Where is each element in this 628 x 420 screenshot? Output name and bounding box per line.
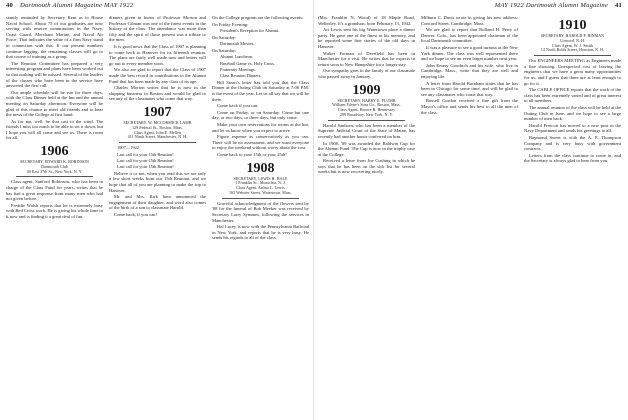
divider <box>16 176 93 177</box>
paragraph: Graceful acknowledgment of the flowers sent by '08 for the funeral of Bob Meeker was received by Secretary Larry Symmes, following the services in Manchester. <box>212 200 309 223</box>
paragraph: Raymond Sweet is with the A. E. Thompson Company and is very busy with government contracts. <box>524 134 621 152</box>
column-2 <box>109 15 206 420</box>
columns <box>318 15 622 420</box>
paragraph: Come back to your 15th or your 25th! <box>217 151 287 157</box>
class-year-heading: 1909 <box>352 82 381 98</box>
paragraph: Our ample schedule will be run for three days, with the Class Dinner held at the Inn and the annual meeting on Saturday afternoon. Everyone will be glad of this chance to meet old friends and to hear the news of the College at first hand. <box>6 89 103 118</box>
running-title: Dartmouth Alumni Magazine MAY 1922 <box>20 2 134 9</box>
secretary-line: 14 North Bolds Street, Houston, N. H. <box>540 48 605 53</box>
column-3 <box>212 15 309 420</box>
paragraph: It is good news that the Class of 1907 is planning to come back to Hanover for its fifteenth reunion. The plans are fairly well made now and letters will go out to every member soon. <box>109 43 206 66</box>
paragraph: Letters from the class continue to come in, and the Secretary is always glad to hear from you. <box>524 152 621 164</box>
paragraph: It was a pleasure to see a good turnout at the New York dinner. The class was well represented there and we hope to see an even larger number next year. <box>421 44 518 62</box>
column-1 <box>6 15 103 420</box>
paragraph: Believe it or not, when you read this we are only a few short weeks from our 15th Reunion, and we hope that all of you are planning to make the trip to Hanover. <box>109 170 206 193</box>
secretary-line: 30 East 37th St., New York, N. Y. <box>26 169 83 174</box>
paragraph: John Emery Goodrich and his wife, who live in Cambridge, Mass., write that they are well and enjoying life. <box>421 62 518 79</box>
list-item: Last call for your 15th Reunion! <box>117 164 174 170</box>
running-header <box>318 0 622 12</box>
column-1 <box>318 15 415 420</box>
paragraph: The annual reunion of the class will be held at the Outing Club in June, and we hope to see a large number of men back. <box>524 104 621 122</box>
divider <box>534 55 611 56</box>
paragraph: (Mrs. Franklin N. Wood) of 18 Maple Road, Wellesley. It's a grandson, born February 13, 1942. <box>318 15 415 26</box>
column-2 <box>421 15 518 420</box>
paragraph: Our sympathy goes to the family of our classmate who passed away in January. <box>318 68 415 79</box>
paragraph: Mr. and Mrs. Kirk have announced the engagement of their daughter, and word also comes of the birth of a son to classmate Harold. <box>109 194 206 211</box>
paragraph: Harold Sanborn, who has been a member of the Supreme Judicial Court of the State of Maine, has recently had another honor conferred on him. <box>318 122 415 139</box>
program-heading: On Friday Evening: <box>212 21 249 27</box>
secretary-line: Class Agent, Horace B. Hennessey <box>337 108 396 113</box>
secretary-line: 299 Broadway, New York, N. Y. <box>339 112 393 117</box>
program-item: President's Reception for Alumni. <box>220 28 280 34</box>
paragraph: Art Lewis sent his big Watertown place a dinner party. He gave one of the finest in his memory, and he reported some fine stories of the old days in Hanover. <box>318 27 415 49</box>
paragraph: Class agent, Sanford Robinson, who has been in charge of the Class Fund for years, writes that he has had a great response from many men who had not given before. <box>6 179 103 202</box>
paragraph: Come back, if you can! <box>114 211 157 217</box>
class-year-heading: 1908 <box>246 160 275 176</box>
secretary-line: SECRETARY, HARRY E. PLUMB <box>337 98 396 103</box>
paragraph: As for me, well, be that cast to the wind. The friends I miss too much to be able to set it down, but I hope you will all come and see us. There is room for all. <box>6 118 103 141</box>
paragraph: In 1908, '09 was awarded the Baldwin Cup for the Alumni Fund. The Cup is now in the trophy case at the College. <box>318 140 415 157</box>
list-item: Last call for your 15th Reunion! <box>117 157 174 163</box>
list-item: Last call for your 15th Reunion! <box>117 151 174 157</box>
paragraph: On the College program are the following events: <box>212 15 304 20</box>
secretary-line: Class Agent, John E. Mellen <box>133 130 181 135</box>
secretary-line: 129 Federal St., Boston, Mass. <box>132 125 183 130</box>
paragraph: Harold Prescott has moved to a new post in the Navy Department and sends his greetings to all. <box>524 122 621 134</box>
left-page <box>6 0 310 420</box>
right-page <box>318 0 622 420</box>
page-number: 40 <box>6 2 13 9</box>
secretary-line: William Filene's Sons Co., Boston, Mass. <box>332 103 401 108</box>
paragraph: The Reunion Committee has prepared a very interesting program and plans have been worked out so that nothing will be missed. Several of the leaders of the classes who have been in the service have answered the first call. <box>6 60 103 89</box>
class-year-heading: 1907 <box>143 104 172 120</box>
paragraph: Milburn C. Davis wrote in giving his new address: Concord Street, Cambridge, Mass. <box>421 15 518 26</box>
paragraph: Come on Friday, or on Saturday. Come but one day, or two days, or three days, but only come. <box>212 109 309 121</box>
list-item: 1907—1922 <box>117 145 139 151</box>
divider <box>222 198 299 199</box>
paragraph: Bill Steart's letter has told you that the Class Dinner at the Outing Club on Saturday at 7:00 P.M. is the event of the year. Let us all say that we will be there. <box>212 79 309 102</box>
secretary-line: 165 Webster Street, Watertown, Mass. <box>228 190 292 195</box>
columns <box>6 15 310 420</box>
program-item: Alumni Luncheon. <box>220 54 254 60</box>
class-year-heading: 1910 <box>558 18 587 33</box>
secretary-line: Dartmouth Club <box>41 164 68 169</box>
secretary-line: 411 Ninth Street, Manchester, N. H. <box>127 135 188 140</box>
paragraph: Walter Forman of Deerfield has been in Manchester for a visit. He writes that he expects to return soon to New Hampshire for a longer stay. <box>318 50 415 67</box>
paragraph: We are glad to report that Rolland H. Perry of Denver, Colo., has been appointed chairman of the local Dartmouth committee. <box>421 27 518 44</box>
divider <box>119 142 196 143</box>
paragraph: Freddie Walsh reports that he is extremely busy with Red Cross work. He is giving his whole time to it now and is finding it a great deal of fun. <box>6 202 103 220</box>
paragraph: Figure expense as conservatively as you can. There will be no assessment, and we want everyone to enjoy the weekend without worry about the cost. <box>212 134 309 151</box>
program-heading: On Saturday: <box>212 47 237 53</box>
secretary-line: SECRETARY, W. MCCORMICK LAMB <box>123 120 192 125</box>
program-item: Fraternity Meetings. <box>220 67 256 72</box>
paragraph: Russell Gordon received a fine gift from the Mayor's office and sends his best to all the men of the class. <box>421 98 518 115</box>
paragraph: dinners given in honor of Professor Morton and Professor Gilman was one of the finest events in the history of the class. The attendance was more than fifty and the spirit of those present was a tribute to the men. <box>109 15 206 43</box>
paragraph: We also are glad to report that the Class of 1907 made the best record in contributions to the Alumni Fund that has been made by any class of its age. <box>109 67 206 84</box>
running-header <box>6 0 310 12</box>
paragraph: The CABLE OFFICE reports that the work of the class has been extremely varied and of great interest to all members. <box>524 87 621 104</box>
program-item: Dartmouth Movies. <box>220 41 255 47</box>
paragraph: Charles Morton writes that he is now in the shipping business in Boston and would be glad to see any of the classmates who come that way. <box>109 85 206 102</box>
paragraph: stantly reminded by Secretary Kent as to House Naval School. About 75 of our graduates are now serving with reserve commissions in the Navy, Coast Guard, Merchant Marine, and Naval Air Force. That indicates the value of a firm Navy stand in connection with this. If our present numbers continue lagging, the remaining classes will go to that course of training as a group. <box>6 15 103 60</box>
running-title: MAY 1922 Dartmouth Alumni Magazine <box>494 2 608 9</box>
paragraph: A letter from Harold Burnham states that he has been in Chicago for some time, and will be glad to see any classmates who come that way. <box>421 80 518 97</box>
gutter-divider <box>313 0 314 420</box>
paragraph: Hal Lacey is now with the Pennsylvania Railroad in New York, and reports that he is very busy. He sends his regards to all of the class. <box>212 224 309 241</box>
secretary-line: Class Agent, W. J. Smith <box>552 43 593 48</box>
page-number: 41 <box>615 2 622 9</box>
divider <box>328 120 405 121</box>
paragraph: Make your own reservations for rooms at the Inn, and let us know when you expect to arrive. <box>212 121 309 133</box>
program-heading: On Saturday: <box>212 34 237 40</box>
secretary-line: 1 Franklin St., Montclair, N. J. <box>235 181 286 186</box>
secretary-line: SECRETARY, EDWARD K. ROBINSON <box>20 160 89 165</box>
column-3 <box>524 15 621 420</box>
paragraph: Come back if you can. <box>217 103 259 109</box>
paragraph: Our ENGINEERS MEETING as Engineers made a fine showing. Unexpected cost of leaving the engineers that we have a great many opportunities for us, and I guess that there are at least enough to go for it. <box>524 58 621 86</box>
program-item: Baseball Game vs. Holy Cross. <box>220 60 275 66</box>
secretary-line: Concord, N. H. <box>559 38 586 43</box>
secretary-line: SECRETARY, HAROLD P. HINMAN <box>540 34 605 38</box>
secretary-line: Class Agent, Arthur L. Lewis <box>236 186 285 191</box>
paragraph: Received a letter from Joe Cushing in which he says that he has been on the sick list for several weeks but is now recovering nicely. <box>318 158 415 175</box>
program-item: Class Reunion Dinners. <box>220 73 262 79</box>
secretary-line: SECRETARY, LEWIS H. HALE <box>233 176 288 181</box>
class-year-heading: 1906 <box>40 144 69 160</box>
